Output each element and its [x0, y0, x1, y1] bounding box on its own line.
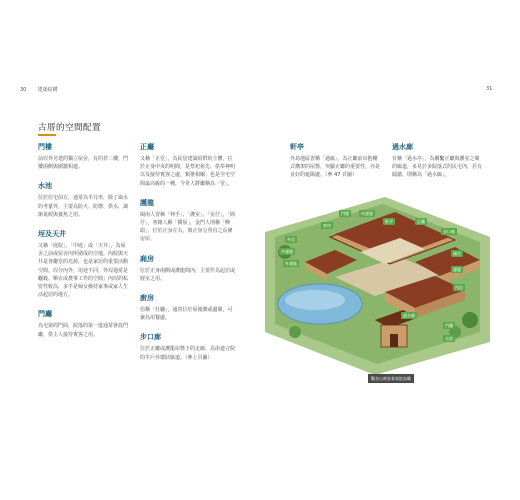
column-3 — [290, 142, 382, 190]
courtyard-house-illustration — [265, 192, 490, 375]
column-4 — [392, 142, 484, 190]
label-back-lane: 護龍 — [453, 267, 461, 272]
term-gate-tower: 門樓 — [38, 143, 52, 151]
pond-highlight — [285, 290, 345, 310]
desc-side-room: 位於正身兩側或護龍間內，主要作為起居或寢室之用。 — [140, 267, 236, 282]
label-entrance-hall: 門廳 — [445, 323, 453, 328]
desc-water-corridor: 有稱「過水亭」，為聯繫正廳與護室之間的廊道，多見於多院落式的民宅內，若有隔牆，則稱為「過水廊」。 — [392, 156, 483, 179]
term-water-corridor: 過水廊 — [392, 143, 413, 151]
desc-kitchen: 俗稱「灶腳」，通常位於屋後側或邊間，可兼為用餐處。 — [140, 307, 233, 322]
desc-pavilion: 外島地區習稱「過廊」，為正廳前出抱棚式構架的屋簷，突顯正廳的重要性，亦是良好的遮陽處。（參 47 頁圖） — [290, 156, 381, 179]
column-1 — [38, 142, 130, 349]
term-pavilion: 軒亭 — [290, 143, 304, 151]
term-courtyard: 埕及天井 — [38, 230, 66, 239]
left-header — [20, 86, 58, 93]
term-entrance-hall: 門廳 — [38, 310, 52, 319]
tree-icon — [462, 312, 478, 328]
label-side-room: 廂房 — [453, 251, 461, 256]
column-2 — [140, 142, 236, 372]
label-outer-wing: 外護龍 — [281, 249, 293, 254]
desc-gate-tower: 前埕外另建的獨立屋舍，有的甚二樓，門樓兩側與圍牆相連。 — [38, 156, 129, 171]
term-kitchen: 廚房 — [140, 294, 154, 303]
desc-entrance-hall: 為宅第的門面，院落的第一進通常會設門廳，供主人接待賓客之用。 — [38, 323, 129, 338]
desc-step-corridor: 位於正廳或護龍屋簷下的走廊，為串連合院的半戶外環狀廊道。（參上頁圖） — [140, 346, 236, 361]
label-front-lane: 外護龍 — [285, 261, 297, 266]
title-accent-bar — [38, 134, 56, 136]
desc-wing: 閩南人習稱「伸手」、「護室」、「室仔」、「間仔」，客籍人稱「橫屋」，金門人則稱「櫸頭」，位於正身左右，與正身呈垂直之長條房屋。 — [140, 211, 236, 243]
left-page-number: 30 — [20, 87, 27, 93]
right-page-number: 31 — [486, 86, 493, 92]
label-pond: 水池 — [445, 336, 453, 341]
desc-pond: 位於住宅前方，通常為半月形，除了風水的考量外，主要為防火、防禦、供水、調節氣候與養魚之用。 — [38, 195, 129, 218]
term-side-room: 廂房 — [140, 254, 154, 263]
label-main-hall: 正廳 — [417, 219, 425, 224]
section-title: 古厝的空間配置 — [38, 123, 102, 133]
term-step-corridor: 步口廊 — [140, 333, 161, 342]
label-courtyard: 外埕 — [287, 237, 295, 242]
label-inner-court: 內埕 — [455, 285, 463, 290]
label-right-wing: 內護龍 — [361, 211, 373, 216]
tree-icon — [289, 326, 301, 338]
label-step-corridor: 步口廊 — [443, 229, 455, 234]
label-water-corridor: 過水廊 — [403, 313, 415, 318]
desc-main-hall: 又稱「正堂」，為民居建築組群的主體，位於正身中央的明間，是祭祀祖先、供奉神明以及接待賓客之處，類推相關；也是全宅空間最高級的一種，今常人將廳稱為「堂」。 — [140, 156, 236, 187]
term-wing: 護龍 — [140, 198, 154, 207]
left-running-title: 建築結構 — [37, 87, 58, 93]
illustration-caption: 觀音山林安泰家院鳥瞰 — [368, 374, 414, 383]
term-pond: 水池 — [38, 182, 52, 191]
term-main-hall: 正廳 — [140, 143, 154, 151]
label-gate-tower: 門樓 — [341, 211, 349, 216]
desc-courtyard: 又稱「庭院」、「中庭」或「天井」，為屋舍之前或屋舍內所圍成的空地。內院與天井是各廳堂的光源，也是家居的重要活動空間，埕分內外，用途不同，外埕通常是曬穀、晒衣或農事工作的空間；內埕的私密性較高，多半是婦女操持家事或家人生活起居的地方。 — [38, 243, 129, 299]
label-pavilion: 軒亭 — [385, 219, 393, 224]
label-kitchen: 廚房 — [323, 223, 331, 228]
